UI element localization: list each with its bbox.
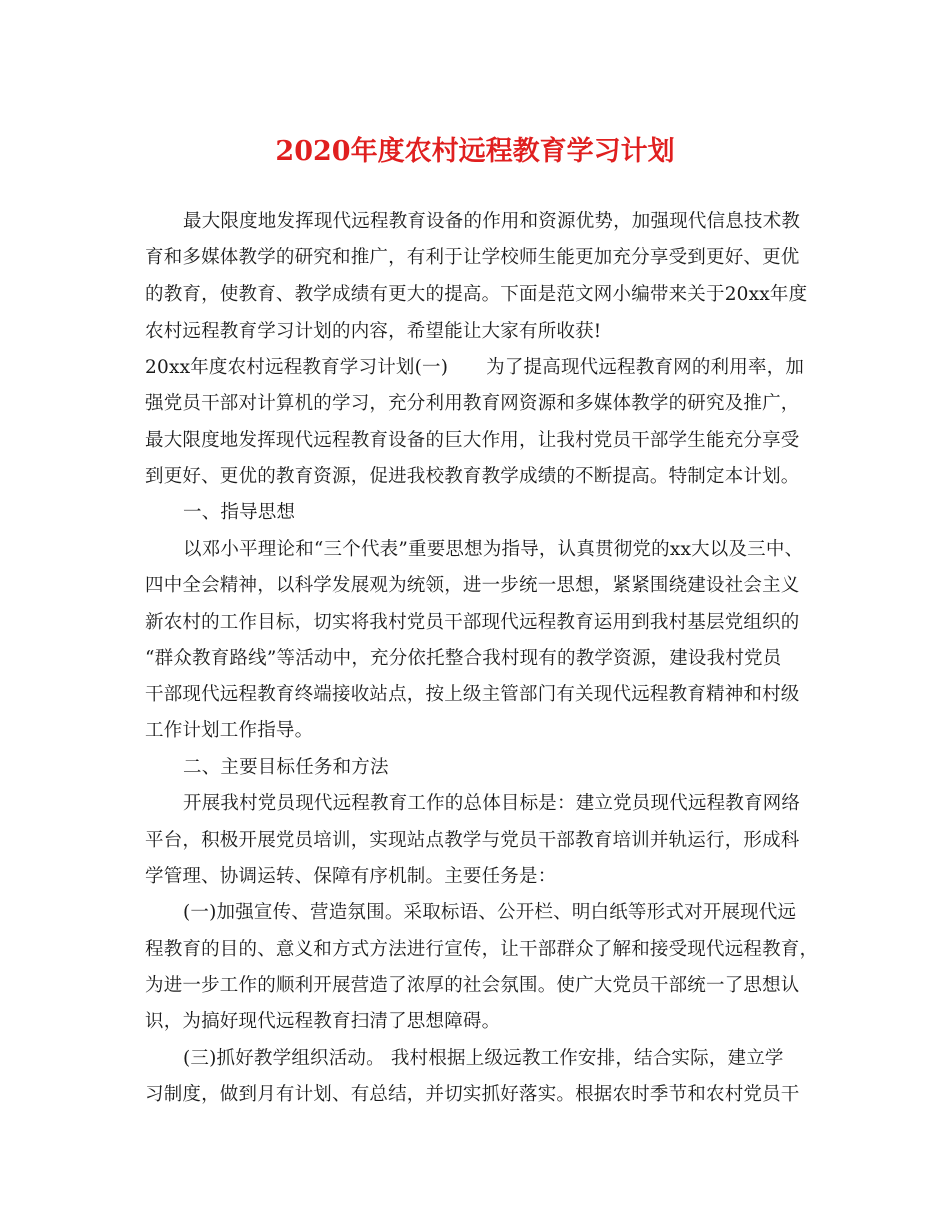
- text-line: 的教育，使教育、教学成绩有更大的提高。下面是范文网小编带来关于20xx年度: [145, 284, 808, 305]
- text-line: 平台，积极开展党员培训，实现站点教学与党员干部教育培训并轨运行，形成科: [145, 830, 800, 851]
- text-line: (一)加强宣传、营造氛围。采取标语、公开栏、明白纸等形式对开展现代远: [183, 902, 797, 923]
- text-line: 最大限度地发挥现代远程教育设备的巨大作用，让我村党员干部学生能充分享受: [145, 430, 800, 451]
- text-line: 强党员干部对计算机的学习，充分利用教育网资源和多媒体教学的研究及推广，: [145, 393, 800, 414]
- text-line: 工作计划工作指导。: [145, 720, 314, 741]
- text-line: 学管理、协调运转、保障有序机制。主要任务是：: [145, 866, 557, 887]
- text-line: (三)抓好教学组织活动。 我村根据上级远教工作安排，结合实际，建立学: [183, 1048, 784, 1069]
- text-line: 最大限度地发挥现代远程教育设备的作用和资源优势，加强现代信息技术教: [183, 211, 801, 232]
- text-line: 到更好、更优的教育资源，促进我校教育教学成绩的不断提高。特制定本计划。: [145, 466, 800, 487]
- text-span: 为了提高现代远程教育网的利用率，加: [486, 357, 805, 378]
- text-line: 为进一步工作的顺利开展营造了浓厚的社会氛围。使广大党员干部统一了思想认: [145, 975, 800, 996]
- text-line: 育和多媒体教学的研究和推广，有利于让学校师生能更加充分享受到更好、更优: [145, 247, 800, 268]
- text-line: 四中全会精神，以科学发展观为统领，进一步统一思想，紧紧围绕建设社会主义: [145, 575, 800, 596]
- text-line: “群众教育路线”等活动中，充分依托整合我村现有的教学资源，建设我村党员: [145, 648, 782, 669]
- text-line: 程教育的目的、意义和方式方法进行宣传，让干部群众了解和接受现代远程教育，: [145, 939, 819, 960]
- text-line: 干部现代远程教育终端接收站点，按上级主管部门有关现代远程教育精神和村级: [145, 684, 800, 705]
- text-line: [145, 356, 804, 380]
- text-line: 识，为搞好现代远程教育扫清了思想障碍。: [145, 1011, 501, 1032]
- document-title: 2020年度农村远程教育学习计划: [275, 136, 675, 167]
- text-line: 以邓小平理论和“三个代表”重要思想为指导，认真贯彻党的xx大以及三中、: [183, 539, 804, 560]
- section-heading-inline: 20xx年度农村远程教育学习计划(一): [145, 357, 449, 378]
- section-heading: 一、指导思想: [183, 502, 296, 523]
- text-line: 习制度，做到月有计划、有总结，并切实抓好落实。根据农时季节和农村党员干: [145, 1084, 800, 1105]
- text-line: 农村远程教育学习计划的内容，希望能让大家有所收获!: [145, 321, 602, 342]
- section-heading: 二、主要目标任务和方法: [183, 757, 389, 778]
- text-line: 开展我村党员现代远程教育工作的总体目标是：建立党员现代远程教育网络: [183, 793, 801, 814]
- text-line: 新农村的工作目标，切实将我村党员干部现代远程教育运用到我村基层党组织的: [145, 612, 800, 633]
